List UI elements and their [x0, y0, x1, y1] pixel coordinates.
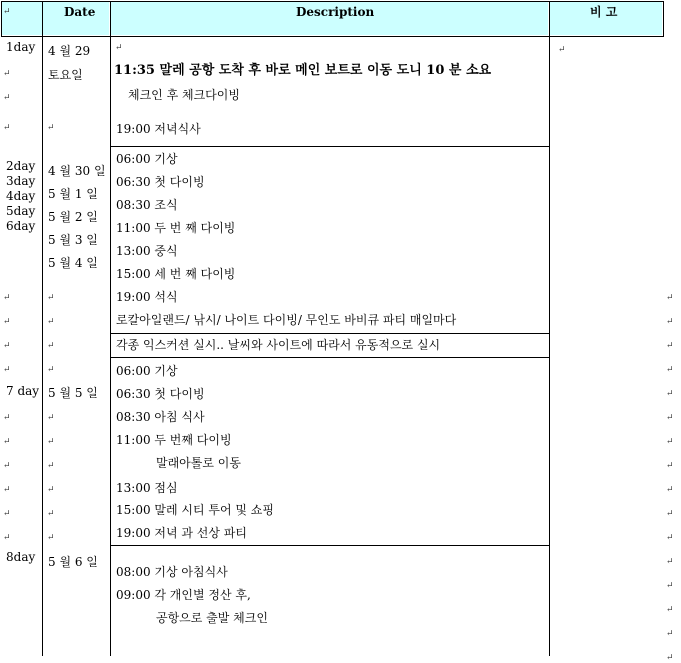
- grid-line-col1: [42, 1, 43, 656]
- paragraph-mark: ↵: [666, 461, 674, 471]
- schedule-line: 19:00 석식: [116, 290, 178, 304]
- paragraph-mark: ↵: [666, 389, 674, 399]
- paragraph-mark: ↵: [47, 485, 55, 495]
- paragraph-mark: ↵: [666, 413, 674, 423]
- schedule-line: 06:30 첫 다이빙: [116, 387, 205, 401]
- schedule-line: 로칼아일랜드/ 낚시/ 나이트 다이빙/ 무인도 바비큐 파티 매일마다: [116, 313, 457, 327]
- schedule-line: 13:00 중식: [116, 244, 178, 258]
- paragraph-mark: ↵: [47, 365, 55, 375]
- paragraph-mark: ↵: [666, 581, 674, 591]
- paragraph-mark: ↵: [3, 317, 11, 327]
- paragraph-mark: ↵: [3, 123, 11, 133]
- day-label: 3day: [6, 174, 36, 188]
- paragraph-mark: ↵: [47, 317, 55, 327]
- schedule-line: 체크인 후 체크다이빙: [128, 88, 240, 102]
- paragraph-mark: ↵: [3, 509, 11, 519]
- schedule-line: 08:30 조식: [116, 198, 178, 212]
- paragraph-mark: ↵: [3, 437, 11, 447]
- paragraph-mark: ↵: [666, 341, 674, 351]
- paragraph-mark: ↵: [47, 293, 55, 303]
- paragraph-mark: ↵: [666, 605, 674, 615]
- date-label: 5 월 3 일: [48, 233, 98, 247]
- date-label: 토요일: [48, 68, 83, 82]
- date-label: 5 월 4 일: [48, 256, 98, 270]
- day-label: 1day: [6, 40, 36, 54]
- paragraph-mark: ↵: [3, 485, 11, 495]
- grid-line-left: [1, 1, 2, 37]
- date-label: 5 월 5 일: [48, 386, 98, 400]
- schedule-line: 19:00 저녁식사: [116, 122, 201, 136]
- grid-line-col2: [110, 1, 111, 656]
- schedule-line: 11:35 말레 공항 도착 후 바로 메인 보트로 이동 도니 10 분 소요: [114, 63, 492, 78]
- paragraph-mark: ↵: [47, 533, 55, 543]
- schedule-line: 11:00 두 번 째 다이빙: [116, 221, 236, 235]
- schedule-line: 말래아톨로 이동: [156, 456, 241, 470]
- paragraph-mark: ↵: [3, 293, 11, 303]
- schedule-line: 08:30 아침 식사: [116, 410, 205, 424]
- paragraph-mark: ↵: [3, 533, 11, 543]
- paragraph-mark: ↵: [3, 69, 11, 79]
- grid-line-col3: [549, 1, 550, 656]
- grid-line-note-bottom: [110, 357, 550, 358]
- grid-line-row3-bottom: [110, 545, 550, 546]
- paragraph-mark: ↵: [666, 437, 674, 447]
- schedule-line: 공항으로 출발 체크인: [156, 611, 268, 625]
- schedule-line: 15:00 말레 시티 투어 및 쇼핑: [116, 503, 274, 517]
- paragraph-mark: ↵: [3, 413, 11, 423]
- paragraph-mark: ↵: [3, 365, 11, 375]
- grid-line-right: [663, 1, 664, 37]
- paragraph-mark: ↵: [666, 509, 674, 519]
- paragraph-mark: ↵: [666, 557, 674, 567]
- paragraph-mark: ↵: [666, 533, 674, 543]
- schedule-line: 13:00 점심: [116, 481, 178, 495]
- paragraph-mark: ↵: [47, 461, 55, 471]
- date-label: 4 월 29: [48, 44, 91, 58]
- day-label: 4day: [6, 189, 36, 203]
- grid-line-row2-bottom: [110, 333, 550, 334]
- paragraph-mark: ↵: [3, 7, 11, 17]
- paragraph-mark: ↵: [3, 341, 11, 351]
- paragraph-mark: ↵: [47, 509, 55, 519]
- header-remarks: 비 고: [590, 5, 618, 19]
- day-label: 6day: [6, 219, 36, 233]
- day-label: 2day: [6, 159, 36, 173]
- excursion-note: 각종 익스커션 실시.. 날씨와 사이트에 따라서 유동적으로 실시: [116, 338, 441, 352]
- date-label: 4 월 30 일: [48, 164, 106, 178]
- paragraph-mark: ↵: [666, 317, 674, 327]
- paragraph-mark: ↵: [47, 437, 55, 447]
- day-label: 7 day: [6, 384, 40, 398]
- schedule-line: 15:00 세 번 째 다이빙: [116, 267, 236, 281]
- paragraph-mark: ↵: [3, 93, 11, 103]
- date-label: 5 월 2 일: [48, 210, 98, 224]
- schedule-line: 06:30 첫 다이빙: [116, 175, 205, 189]
- paragraph-mark: ↵: [115, 43, 123, 53]
- paragraph-mark: ↵: [666, 365, 674, 375]
- schedule-line: 08:00 기상 아침식사: [116, 565, 228, 579]
- date-label: 5 월 6 일: [48, 555, 98, 569]
- schedule-line: 06:00 기상: [116, 364, 178, 378]
- paragraph-mark: ↵: [3, 461, 11, 471]
- paragraph-mark: ↵: [558, 45, 566, 55]
- schedule-line: 09:00 각 개인별 정산 후,: [116, 588, 251, 602]
- paragraph-mark: ↵: [666, 293, 674, 303]
- paragraph-mark: ↵: [47, 413, 55, 423]
- date-label: 5 월 1 일: [48, 187, 98, 201]
- day-label: 5day: [6, 204, 36, 218]
- schedule-line: 11:00 두 번째 다이빙: [116, 433, 232, 447]
- grid-line-top: [1, 1, 664, 2]
- paragraph-mark: ↵: [47, 123, 55, 133]
- grid-line-header-bottom: [1, 36, 664, 37]
- header-description: Description: [296, 5, 375, 19]
- day-label: 8day: [6, 550, 36, 564]
- header-date: Date: [64, 5, 96, 19]
- paragraph-mark: ↵: [47, 341, 55, 351]
- schedule-line: 06:00 기상: [116, 152, 178, 166]
- grid-line-row1-bottom: [110, 146, 550, 147]
- paragraph-mark: ↵: [666, 653, 674, 663]
- paragraph-mark: ↵: [666, 485, 674, 495]
- paragraph-mark: ↵: [666, 629, 674, 639]
- schedule-line: 19:00 저녁 과 선상 파티: [116, 526, 247, 540]
